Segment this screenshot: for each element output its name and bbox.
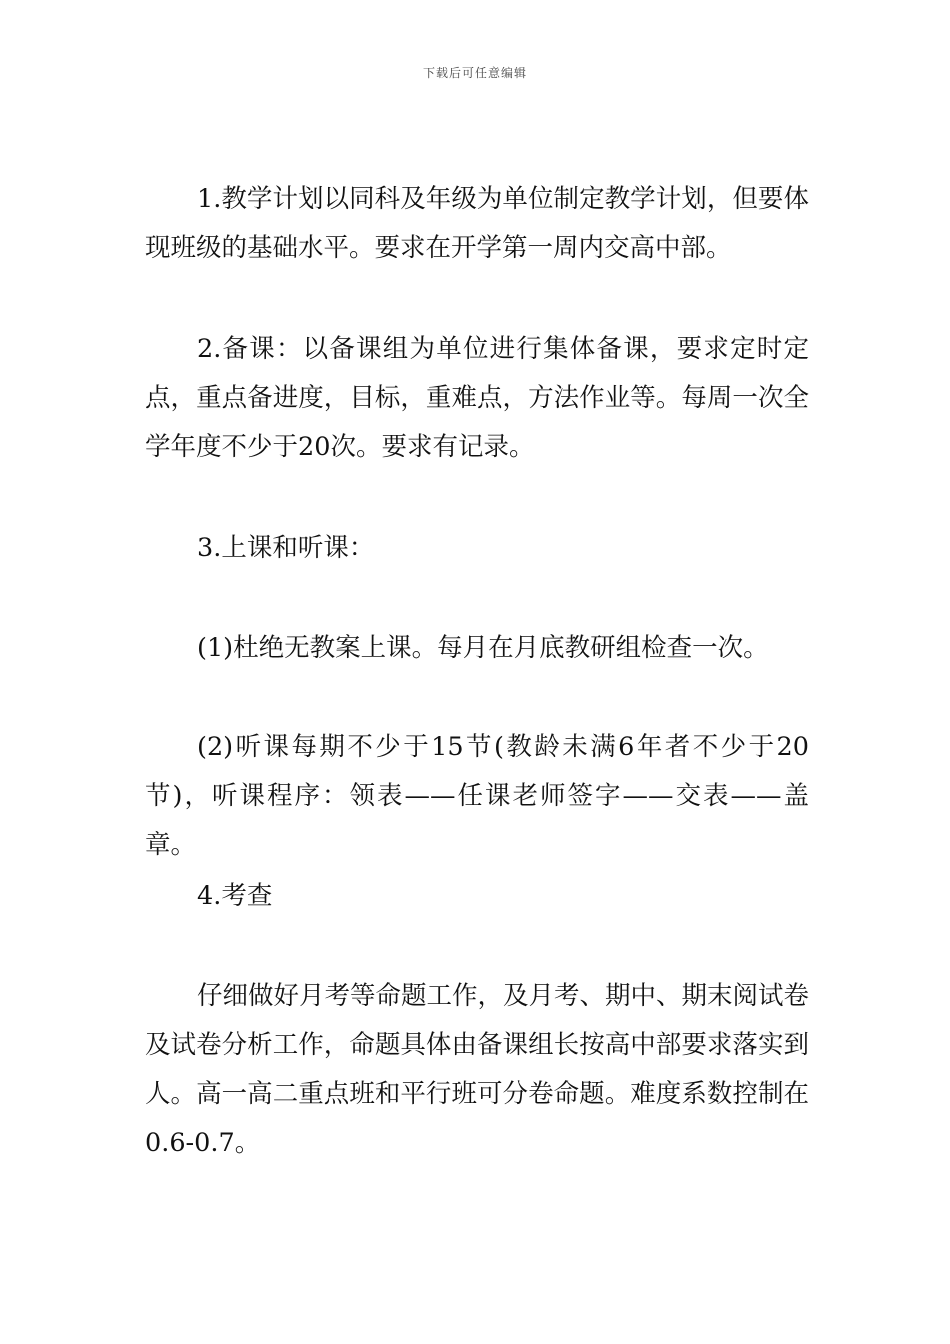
paragraph-exam-heading: 4.考查 [197, 881, 273, 911]
paragraph-teaching-plan: 1.教学计划以同科及年级为单位制定教学计划，但要体现班级的基础水平。要求在开学第一周内交高中部。 [145, 184, 809, 263]
paragraph-observation-count: (2)听课每期不少于15节(教龄未满6年者不少于20节)，听课程序：领表——任课老师签字——交表——盖章。 [145, 732, 809, 860]
page-header: 下载后可任意编辑 [422, 66, 527, 80]
paragraph-lesson-prep: 2.备课：以备课组为单位进行集体备课，要求定时定点，重点备进度，目标，重难点，方法作业等。每周一次全学年度不少于20次。要求有记录。 [145, 334, 809, 462]
paragraph-no-lesson-plan: (1)杜绝无教案上课。每月在月底教研组检查一次。 [197, 633, 769, 663]
paragraph-class-observation-heading: 3.上课和听课： [197, 533, 375, 563]
paragraph-exam-details: 仔细做好月考等命题工作，及月考、期中、期末阅试卷及试卷分析工作，命题具体由备课组长按高中部要求落实到人。高一高二重点班和平行班可分卷命题。难度系数控制在0.6-0.7。 [145, 981, 810, 1158]
